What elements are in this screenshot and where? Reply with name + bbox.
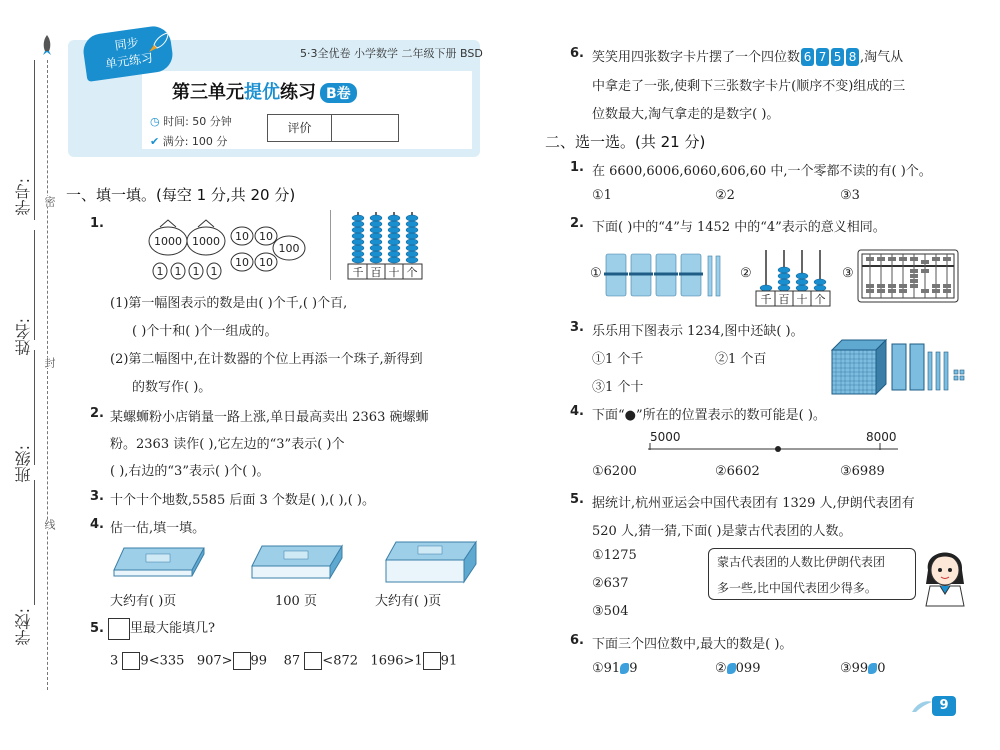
name-label: 姓名: — [14, 318, 33, 356]
expr-part: 9<335 — [140, 653, 185, 669]
q3-text: 十个十个地数,5585 后面 3 个数是( ),( ),( )。 — [110, 493, 375, 508]
place-label: 百 — [370, 266, 382, 279]
class-label: 班级: — [14, 445, 33, 483]
q2-line1: 某螺蛳粉小店销量一路上涨,单日最高卖出 2363 碗螺蛳 — [110, 410, 429, 425]
girl-character-icon — [918, 540, 972, 608]
q4-number: 4. — [90, 517, 104, 532]
q1-line1: (1)第一幅图表示的数是由( )个千,( )个百, — [110, 296, 348, 311]
evaluation-box[interactable] — [267, 114, 399, 142]
q2-number: 2. — [90, 406, 104, 421]
option[interactable]: ②2 — [715, 188, 735, 203]
option-part: ①91 — [592, 661, 621, 676]
q5-text: 里最大能填几? — [130, 621, 215, 636]
axis-start-label: 5000 — [650, 430, 681, 444]
ink-blot-icon — [727, 663, 736, 674]
option[interactable]: ③1 个十 — [592, 380, 644, 395]
option-marker[interactable]: ② — [740, 266, 752, 281]
answer-box[interactable] — [233, 652, 251, 670]
option[interactable]: ②1 个百 — [715, 352, 767, 367]
expr-part: 87 — [283, 653, 301, 669]
option-part: 9 — [629, 661, 638, 676]
page-decor-icon — [910, 698, 934, 714]
time-label — [150, 113, 232, 129]
book-label: 100 页 — [275, 594, 317, 609]
r-q6-line1 — [592, 46, 903, 66]
bag-10: 10 — [235, 256, 249, 269]
option[interactable]: ②637 — [592, 576, 629, 591]
thin-book-icon — [112, 544, 207, 584]
bag-10: 10 — [235, 230, 249, 243]
option-marker[interactable]: ③ — [842, 266, 854, 281]
option-marker[interactable]: ① — [590, 266, 602, 281]
option[interactable]: ①6200 — [592, 464, 637, 479]
score-text: 满分: 100 分 — [162, 135, 228, 148]
title-suffix: 练习 — [280, 82, 316, 103]
option[interactable] — [592, 661, 637, 676]
s2-q4-number: 4. — [570, 404, 584, 419]
book-label: 大约有( )页 — [375, 594, 442, 609]
seal-char: 密 — [43, 196, 56, 207]
answer-box[interactable] — [122, 652, 140, 670]
section2-heading: 二、选一选。(共 21 分) — [545, 133, 706, 151]
number-line-dot — [775, 446, 781, 452]
s2-q4-text: 下面“●”所在的位置表示的数可能是( )。 — [592, 408, 826, 423]
answer-box[interactable] — [423, 652, 441, 670]
s2-q5-line2: 520 人,猜一猜,下面( )是蒙古代表团的人数。 — [592, 524, 852, 539]
s2-q6-text: 下面三个四位数中,最大的数是( )。 — [592, 637, 793, 652]
version-badge: B卷 — [320, 83, 357, 103]
q5-prompt — [108, 617, 215, 640]
option[interactable]: ①1275 — [592, 548, 637, 563]
option-part: ③99 — [840, 661, 869, 676]
rocket-icon — [38, 34, 56, 56]
option[interactable] — [715, 661, 760, 676]
axis-end-label: 8000 — [866, 430, 897, 444]
place-label: 个 — [814, 293, 826, 306]
place-label: 十 — [796, 293, 808, 306]
expr-part: 99 — [250, 653, 268, 669]
ink-blot-icon — [868, 663, 877, 674]
counting-frame-figure — [754, 246, 834, 308]
place-label: 千 — [352, 266, 364, 279]
digit-card: 6 — [801, 48, 814, 66]
bundled-sticks-figure — [604, 250, 730, 300]
q5-number: 5. — [90, 621, 104, 636]
q1-number: 1. — [90, 216, 104, 231]
option-part: 099 — [735, 661, 761, 676]
digit-card: 5 — [831, 48, 844, 66]
margin-line — [34, 480, 35, 605]
r-q6-line3: 位数最大,淘气拿走的是数字( )。 — [592, 107, 780, 122]
score-label — [150, 133, 227, 149]
q4-text: 估一估,填一填。 — [110, 521, 206, 536]
bag-100: 100 — [278, 242, 300, 255]
option[interactable]: ③504 — [592, 604, 629, 619]
series-text: 5·3全优卷 小学数学 二年级下册 BSD — [300, 47, 483, 60]
bubble-line2: 多一些,比中国代表团少得多。 — [717, 581, 877, 595]
s2-q2-text: 下面( )中的“4”与 1452 中的“4”表示的意义相同。 — [592, 220, 886, 235]
seal-char: 封 — [43, 357, 56, 368]
option[interactable] — [840, 661, 885, 676]
q5-expressions — [110, 652, 457, 670]
medium-book-icon — [250, 542, 345, 586]
answer-box[interactable] — [304, 652, 322, 670]
figure-divider — [330, 210, 331, 280]
q3-number: 3. — [90, 489, 104, 504]
expr-part: 907> — [196, 653, 233, 669]
option-part: 0 — [877, 661, 886, 676]
seal-char: 线 — [43, 519, 56, 530]
place-label: 千 — [760, 293, 772, 306]
clock-icon: ◷ — [150, 115, 164, 128]
s2-q5-line1: 据统计,杭州亚运会中国代表团有 1329 人,伊朗代表团有 — [592, 496, 915, 511]
q2-line2: 粉。2363 读作( ),它左边的“3”表示( )个 — [110, 437, 345, 452]
school-label: 学校: — [14, 608, 33, 646]
s2-q3-text: 乐乐用下图表示 1234,图中还缺( )。 — [592, 324, 804, 339]
check-icon: ✔ — [150, 135, 163, 148]
option[interactable]: ①1 个千 — [592, 352, 644, 367]
digit-card: 8 — [846, 48, 859, 66]
student-no-label: 学号: — [14, 178, 33, 216]
q6-text: ,淘气从 — [860, 50, 904, 65]
blank-box — [108, 618, 130, 640]
option[interactable]: ①1 — [592, 188, 612, 203]
q1-line3: (2)第二幅图中,在计数器的个位上再添一个珠子,新得到 — [110, 352, 423, 367]
page-number: 9 — [932, 696, 956, 716]
title-prefix: 第三单元 — [172, 82, 244, 103]
bag-1: 1 — [192, 265, 200, 278]
option[interactable]: ②6602 — [715, 464, 760, 479]
place-label: 十 — [388, 266, 400, 279]
expr-part: 1696>1 — [370, 653, 423, 669]
logo-line1: 同步 — [113, 35, 140, 53]
expr-part: 3 — [110, 653, 119, 669]
q6-text: 笑笑用四张数字卡片摆了一个四位数 — [592, 50, 801, 65]
bag-1: 1 — [156, 265, 164, 278]
speech-bubble — [708, 548, 916, 600]
s2-q2-number: 2. — [570, 216, 584, 231]
money-bags-figure — [146, 208, 326, 286]
s2-q6-number: 6. — [570, 633, 584, 648]
s2-q1-text: 在 6600,6006,6060,606,60 中,一个零都不读的有( )个。 — [592, 164, 932, 179]
page-title — [172, 78, 357, 104]
q2-line3: ( ),右边的“3”表示( )个( )。 — [110, 464, 270, 479]
bag-1: 1 — [174, 265, 182, 278]
bag-1000: 1000 — [154, 235, 182, 248]
base-ten-blocks-figure — [830, 338, 970, 396]
option[interactable]: ③3 — [840, 188, 860, 203]
expr-part: <872 — [322, 653, 359, 669]
option-part: ② — [715, 661, 727, 676]
bag-10: 10 — [259, 256, 273, 269]
bubble-line1: 蒙古代表团的人数比伊朗代表团 — [717, 555, 886, 569]
option[interactable]: ③6989 — [840, 464, 885, 479]
r-q6-line2: 中拿走了一张,使剩下三张数字卡片(顺序不变)组成的三 — [592, 79, 906, 94]
s2-q1-number: 1. — [570, 160, 584, 175]
expr-part: 91 — [440, 653, 458, 669]
time-text: 时间: 50 分钟 — [163, 115, 232, 128]
seal-dashed-line — [47, 60, 48, 690]
s2-q3-number: 3. — [570, 320, 584, 335]
number-line — [648, 442, 900, 456]
place-label: 百 — [778, 293, 790, 306]
bag-10: 10 — [259, 230, 273, 243]
bag-1000: 1000 — [192, 235, 220, 248]
rocket-icon — [146, 30, 172, 56]
abacus-figure — [856, 248, 960, 304]
section1-heading: 一、填一填。(每空 1 分,共 20 分) — [66, 186, 296, 204]
ink-blot-icon — [620, 663, 629, 674]
book-label: 大约有( )页 — [110, 594, 177, 609]
q1-line4: 的数写作( )。 — [132, 380, 212, 395]
title-highlight: 提优 — [244, 82, 280, 103]
thick-book-icon — [384, 538, 479, 588]
logo-line2: 单元练习 — [104, 50, 154, 72]
digit-card: 7 — [816, 48, 829, 66]
q1-line2: ( )个十和( )个一组成的。 — [132, 324, 278, 339]
counting-frame-figure — [344, 208, 430, 280]
place-label: 个 — [406, 266, 418, 279]
bag-1: 1 — [210, 265, 218, 278]
r-q6-number: 6. — [570, 46, 584, 61]
s2-q5-number: 5. — [570, 492, 584, 507]
eval-label: 评价 — [268, 115, 332, 141]
